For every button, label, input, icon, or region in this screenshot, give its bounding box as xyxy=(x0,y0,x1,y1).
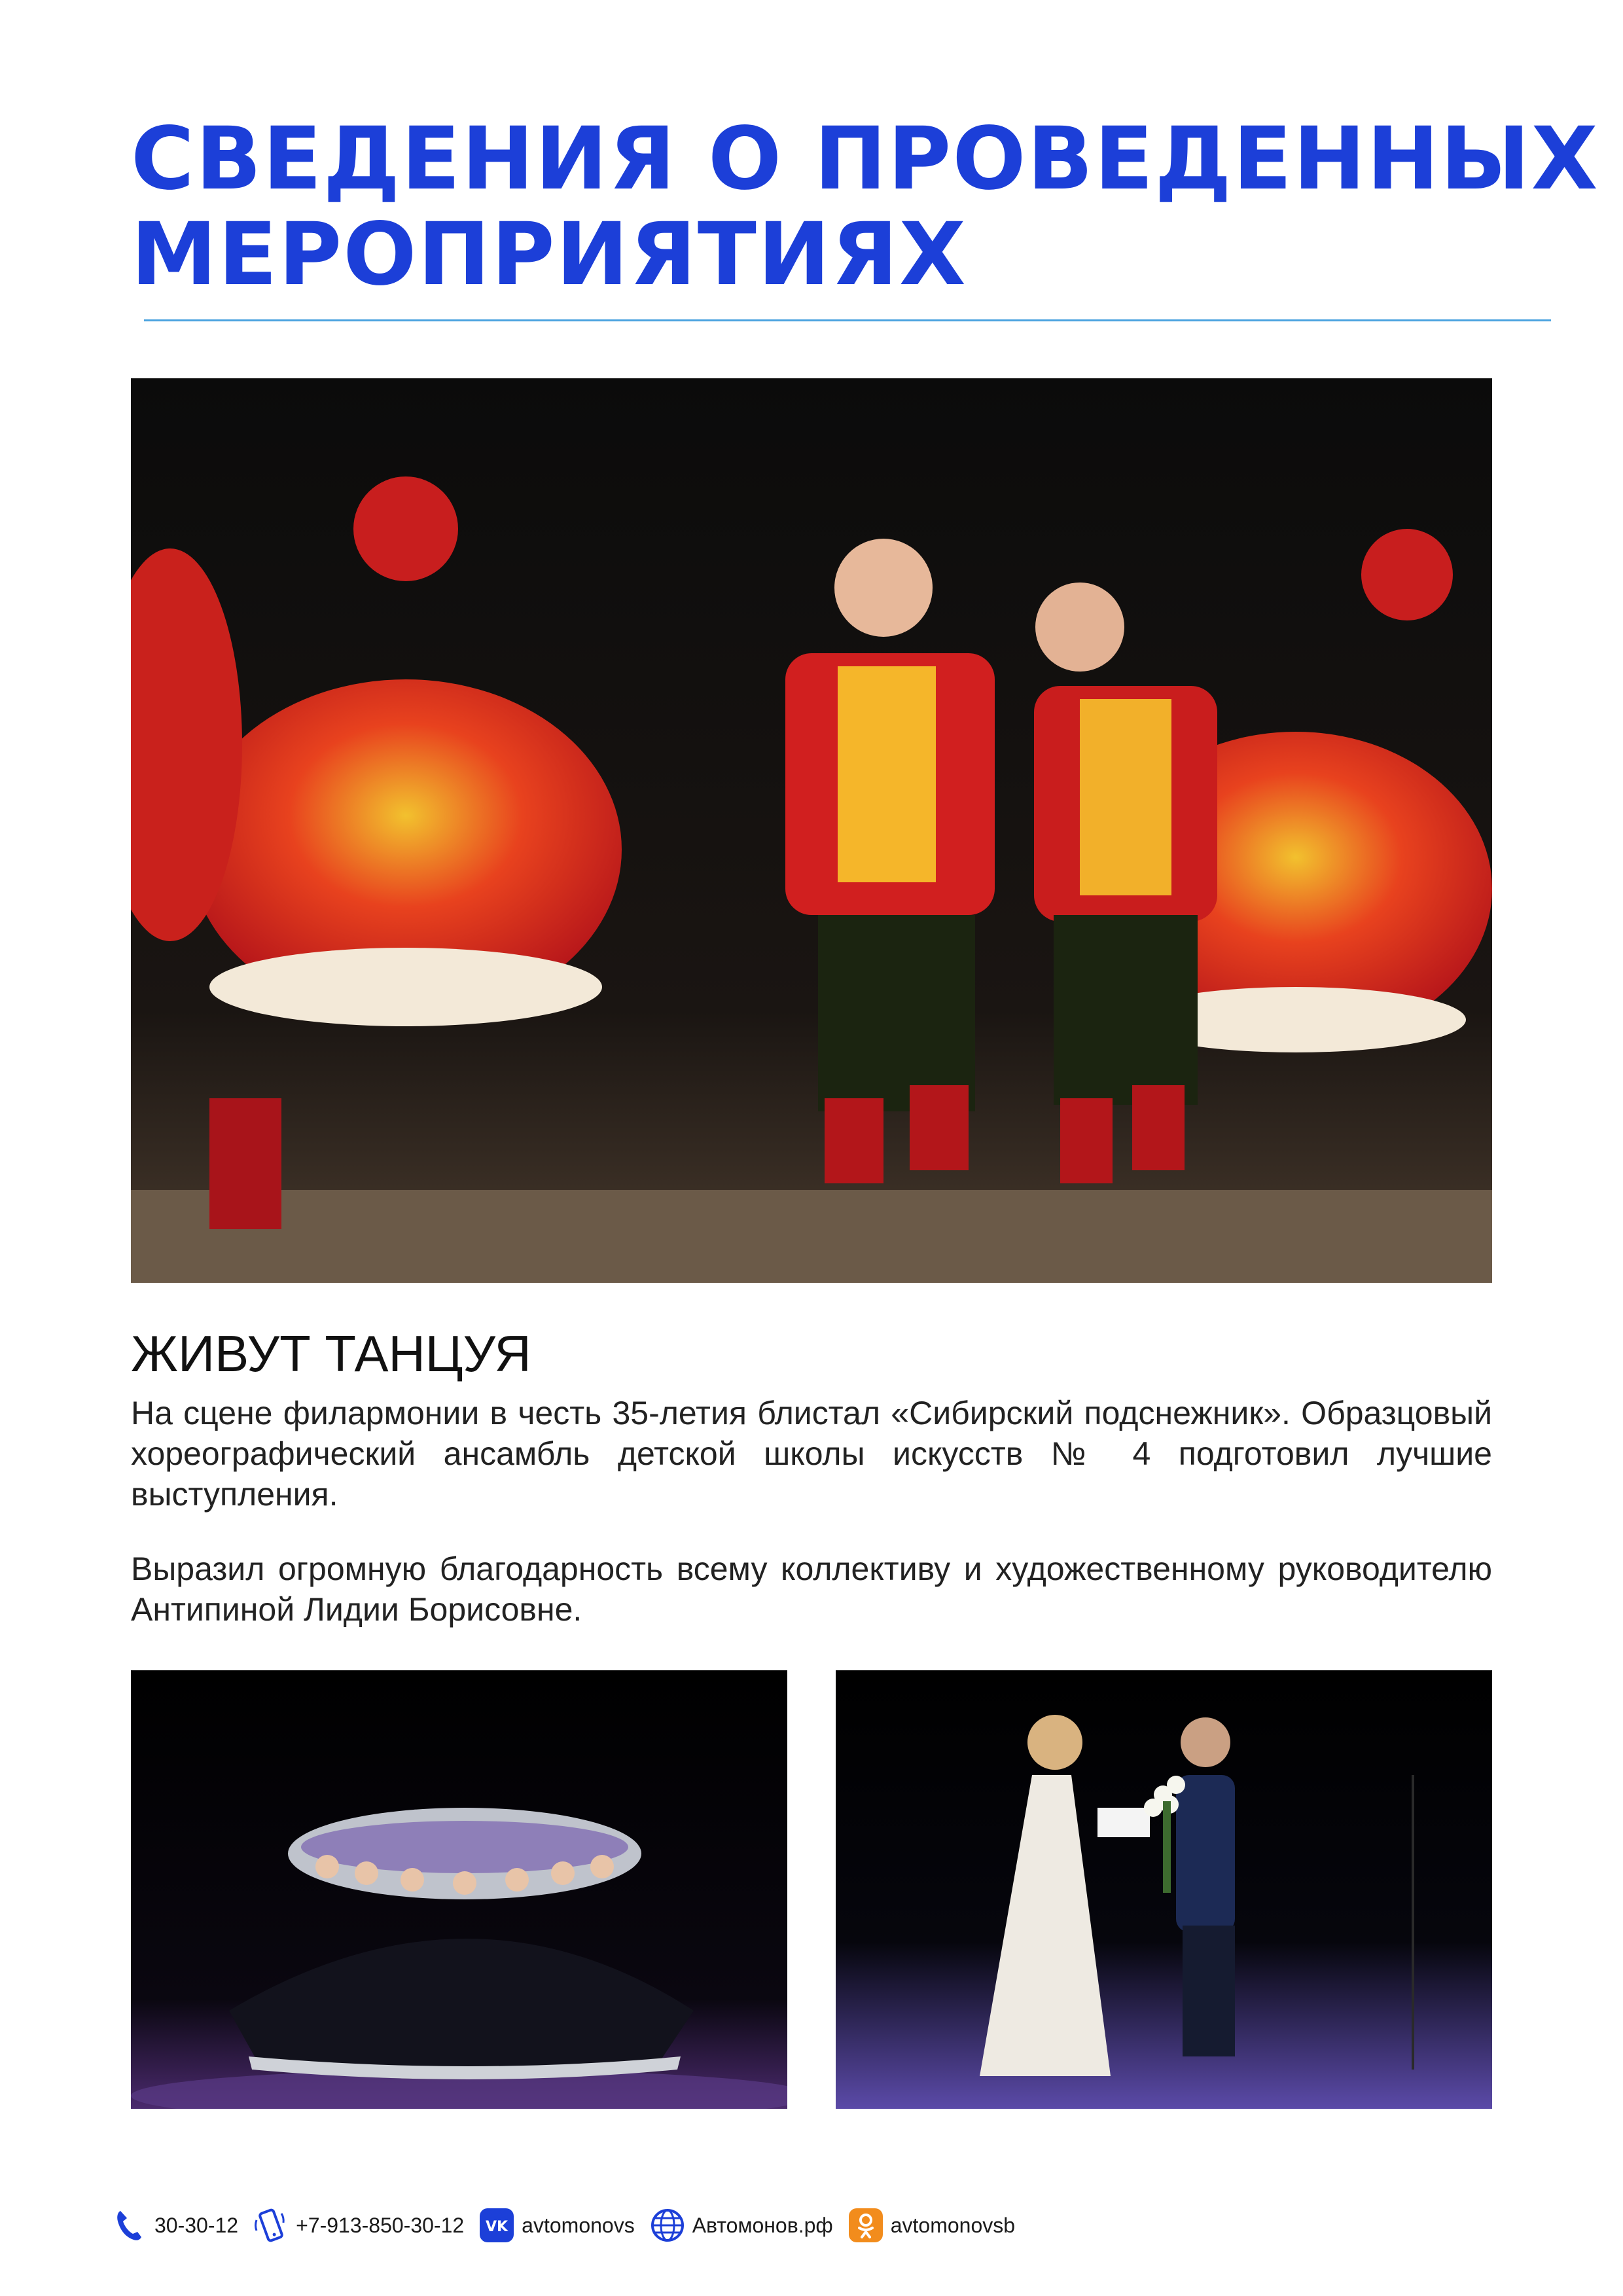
article-paragraph-2: Выразил огромную благодарность всему коллективу и художественному руководителю Антипиной Лидии Борисовне. xyxy=(131,1551,1492,1628)
article-paragraph-1: На сцене филармонии в честь 35-летия блистал «Сибирский подснежник». Образцовый хореографический ансамбль детской школы искусств № 4 подготовил лучшие выступления. xyxy=(131,1395,1492,1513)
contact-mobile-text: +7-913-850-30-12 xyxy=(296,2213,465,2237)
contact-vk-text: avtomonovs xyxy=(522,2213,635,2237)
svg-text:VK: VK xyxy=(486,2219,508,2235)
page-title-line-2: МЕРОПРИЯТИЯХ xyxy=(131,204,967,305)
article-title: ЖИВУТ ТАНЦУЯ xyxy=(131,1325,531,1382)
contact-phone[interactable] xyxy=(111,2207,238,2244)
vk-icon xyxy=(478,2207,515,2244)
odnoklassniki-icon xyxy=(847,2207,884,2244)
contact-ok-text: avtomonovsb xyxy=(890,2213,1016,2237)
ensemble-photo-illustration xyxy=(131,1670,787,2109)
ensemble-photo xyxy=(131,1670,787,2109)
mobile-phone-icon xyxy=(253,2207,289,2244)
contact-ok[interactable] xyxy=(847,2207,1015,2244)
globe-icon xyxy=(649,2207,686,2244)
main-photo-illustration xyxy=(131,378,1492,1283)
award-photo xyxy=(836,1670,1492,2109)
award-photo-illustration xyxy=(836,1670,1492,2109)
contact-vk[interactable] xyxy=(478,2207,635,2244)
page-title-line-1: СВЕДЕНИЯ О ПРОВЕДЕННЫХ xyxy=(131,109,1599,209)
contact-phone-text: 30-30-12 xyxy=(154,2213,239,2237)
contact-website-text: Автомонов.рф xyxy=(692,2213,833,2237)
page-title xyxy=(131,109,1599,305)
phone-icon xyxy=(111,2207,148,2244)
footer-contacts xyxy=(111,2199,1015,2251)
contact-website[interactable] xyxy=(649,2207,833,2244)
contact-mobile[interactable] xyxy=(253,2207,464,2244)
title-divider xyxy=(144,319,1551,321)
main-photo xyxy=(131,378,1492,1283)
